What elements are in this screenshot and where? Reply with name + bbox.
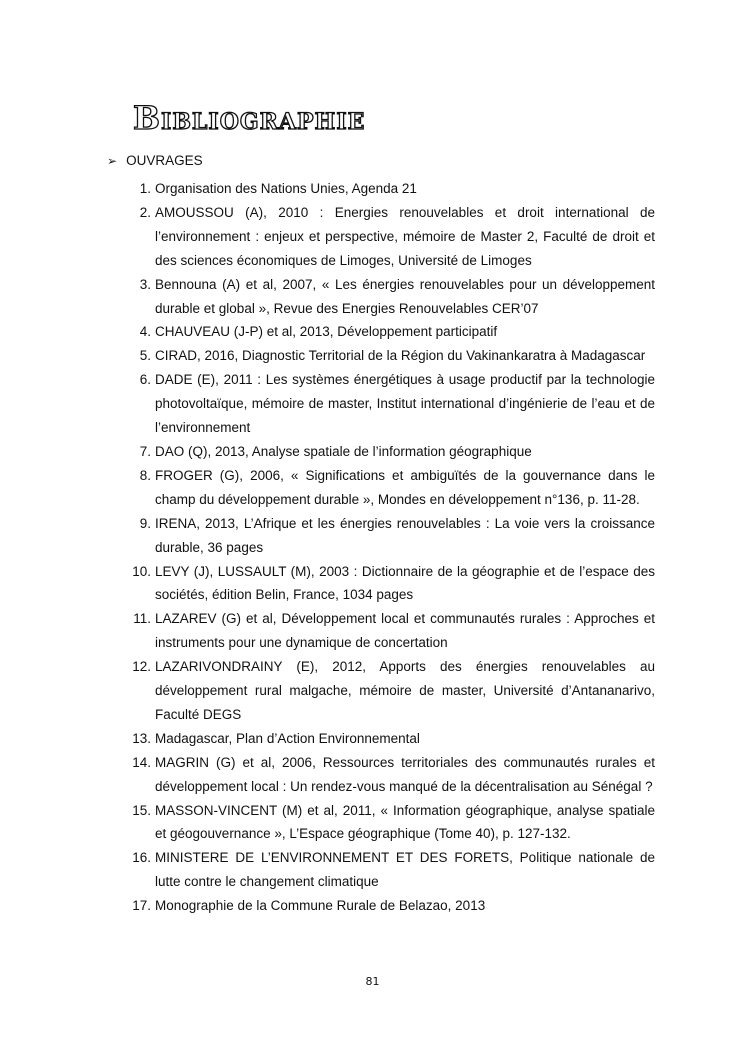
reference-number: 9. xyxy=(139,515,151,531)
section-heading xyxy=(107,153,203,169)
reference-text: Organisation des Nations Unies, Agenda 21 xyxy=(155,181,417,196)
reference-number: 13. xyxy=(132,730,151,746)
page-number: 81 xyxy=(365,975,380,988)
reference-number: 15. xyxy=(132,802,151,818)
reference-item xyxy=(120,177,655,201)
reference-number: 3. xyxy=(139,276,151,292)
reference-number: 4. xyxy=(139,324,151,340)
reference-text: DAO (Q), 2013, Analyse spatiale de l’information géographique xyxy=(155,443,532,459)
reference-number: 1. xyxy=(139,181,151,196)
reference-number: 5. xyxy=(139,348,151,364)
reference-text: IRENA, 2013, L’Afrique et les énergies renouvelables : La voie vers la croissance durable, 36 pages xyxy=(155,515,655,555)
reference-number: 17. xyxy=(132,898,151,914)
arrow-bullet-icon: ➢ xyxy=(107,154,118,168)
reference-item xyxy=(120,727,655,751)
reference-item xyxy=(120,512,655,560)
reference-item xyxy=(120,440,655,464)
reference-number: 6. xyxy=(139,372,151,388)
reference-text: MASSON-VINCENT (M) et al, 2011, « Information géographique, analyse spatiale et géogouvernance », L’Espace géographique (Tome 40), p. 127-132. xyxy=(155,802,655,842)
reference-item xyxy=(120,368,655,440)
reference-text: AMOUSSOU (A), 2010 : Energies renouvelables et droit international de l’environnement : enjeux et perspective, mémoire de Master 2, Faculté de droit et des sciences économiques de Limoges, Université de Limoges xyxy=(155,204,655,268)
reference-text: MINISTERE DE L’ENVIRONNEMENT ET DES FORETS, Politique nationale de lutte contre le changement climatique xyxy=(155,850,655,890)
reference-item xyxy=(120,894,655,918)
reference-item xyxy=(120,201,655,273)
reference-text: Monographie de la Commune Rurale de Belazao, 2013 xyxy=(155,898,486,914)
reference-item xyxy=(120,344,655,368)
reference-text: CIRAD, 2016, Diagnostic Territorial de la Région du Vakinankaratra à Madagascar xyxy=(155,348,646,364)
reference-list xyxy=(120,177,655,918)
reference-text: FROGER (G), 2006, « Significations et ambiguïtés de la gouvernance dans le champ du développement durable », Mondes en développement n°136, p. 11-28. xyxy=(155,467,655,507)
reference-item xyxy=(120,799,655,847)
reference-number: 2. xyxy=(139,204,151,220)
page-title: Bibliographie xyxy=(133,99,366,137)
reference-text: LAZARIVONDRAINY (E), 2012, Apports des énergies renouvelables au développement rural malgache, mémoire de master, Université d’Antananarivo, Faculté DEGS xyxy=(155,659,655,722)
reference-number: 16. xyxy=(132,850,151,866)
reference-text: DADE (E), 2011 : Les systèmes énergétiques à usage productif par la technologie photovoltaïque, mémoire de master, Institut international d’ingénierie de l’eau et de l’environnement xyxy=(155,372,655,436)
reference-number: 8. xyxy=(139,467,151,483)
reference-text: CHAUVEAU (J-P) et al, 2013, Développement participatif xyxy=(155,324,498,340)
reference-item xyxy=(120,751,655,799)
reference-text: LAZAREV (G) et al, Développement local et communautés rurales : Approches et instruments pour une dynamique de concertation xyxy=(155,611,655,651)
reference-item xyxy=(120,607,655,655)
reference-text: MAGRIN (G) et al, 2006, Ressources territoriales des communautés rurales et développement local : Un rendez-vous manqué de la décentralisation au Sénégal ? xyxy=(155,754,655,794)
reference-number: 12. xyxy=(132,659,151,675)
reference-item xyxy=(120,464,655,512)
reference-text: Madagascar, Plan d’Action Environnemental xyxy=(155,730,420,746)
reference-number: 11. xyxy=(133,611,151,627)
reference-number: 10. xyxy=(132,563,151,579)
reference-text: LEVY (J), LUSSAULT (M), 2003 : Dictionnaire de la géographie et de l’espace des sociétés, édition Belin, France, 1034 pages xyxy=(155,563,655,603)
reference-item xyxy=(120,273,655,321)
reference-number: 7. xyxy=(139,443,151,459)
section-label: OUVRAGES xyxy=(126,153,203,168)
reference-text: Bennouna (A) et al, 2007, « Les énergies renouvelables pour un développement durable et global », Revue des Energies Renouvelables CER’07 xyxy=(155,276,655,316)
reference-item xyxy=(120,655,655,727)
reference-item xyxy=(120,560,655,608)
reference-number: 14. xyxy=(132,754,151,770)
reference-item xyxy=(120,846,655,894)
reference-item xyxy=(120,320,655,344)
